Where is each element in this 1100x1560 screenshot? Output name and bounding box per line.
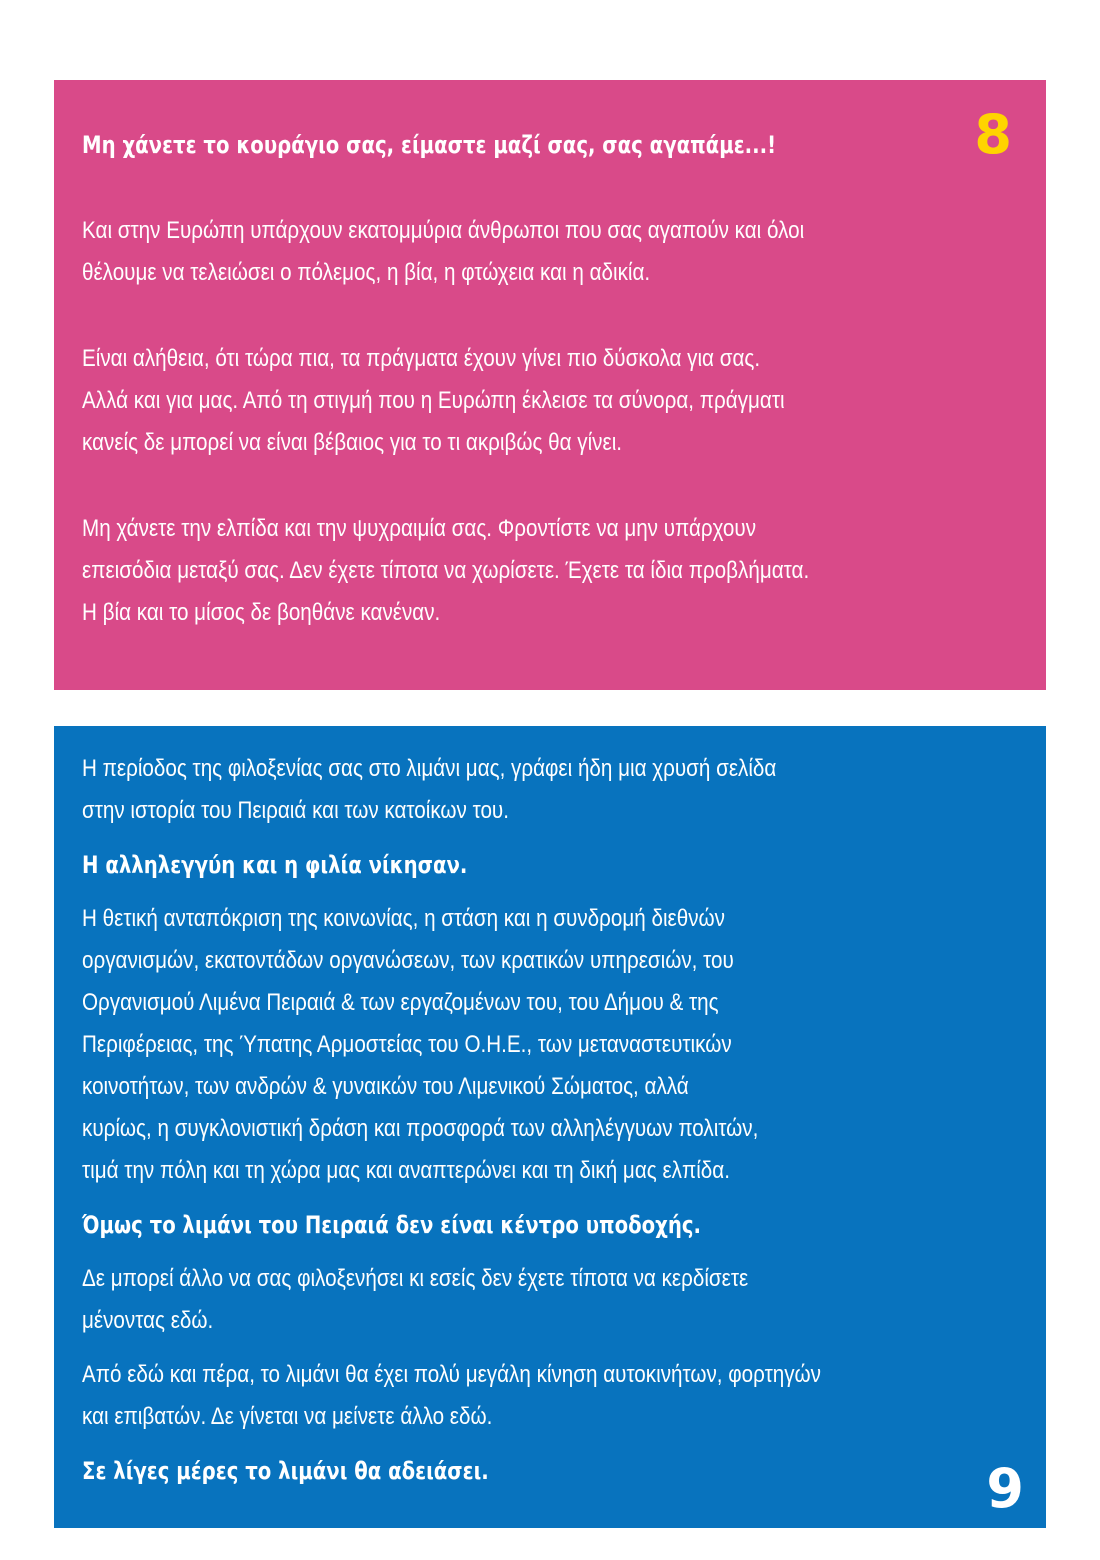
- page-number-9: 9: [986, 1457, 1024, 1520]
- paragraph-line: κανείς δε μπορεί να είναι βέβαιος για το τι ακριβώς θα γίνει.: [82, 429, 623, 456]
- page-9-closing: Σε λίγες μέρες το λιμάνι θα αδειάσει.: [82, 1457, 489, 1485]
- page-9-paragraph-3: [82, 1354, 1045, 1438]
- paragraph-line: Η βία και το μίσος δε βοηθάνε κανέναν.: [82, 599, 441, 626]
- page-9-panel: [54, 726, 1046, 1528]
- page-8-panel: [54, 80, 1046, 690]
- paragraph-line: κυρίως, η συγκλονιστική δράση και προσφορά των αλληλέγγυων πολιτών,: [82, 1115, 759, 1142]
- paragraph-line: Δε μπορεί άλλο να σας φιλοξενήσει κι εσείς δεν έχετε τίποτα να κερδίσετε: [82, 1265, 749, 1292]
- page-number-8: 8: [974, 103, 1012, 166]
- paragraph-line: Από εδώ και πέρα, το λιμάνι θα έχει πολύ μεγάλη κίνηση αυτοκινήτων, φορτηγών: [82, 1361, 821, 1388]
- paragraph-line: Αλλά και για μας. Από τη στιγμή που η Ευρώπη έκλεισε τα σύνορα, πράγματι: [82, 387, 785, 414]
- page-8-paragraph-2: [82, 338, 1045, 464]
- paragraph-line: κοινοτήτων, των ανδρών & γυναικών του Λιμενικού Σώματος, αλλά: [82, 1073, 689, 1100]
- paragraph-line: μένοντας εδώ.: [82, 1307, 214, 1334]
- paragraph-line: και επιβατών. Δε γίνεται να μείνετε άλλο εδώ.: [82, 1403, 493, 1430]
- paragraph-line: Η περίοδος της φιλοξενίας σας στο λιμάνι μας, γράφει ήδη μια χρυσή σελίδα: [82, 755, 777, 782]
- page-9-intro: [82, 748, 1045, 832]
- paragraph-line: Είναι αλήθεια, ότι τώρα πια, τα πράγματα έχουν γίνει πιο δύσκολα για σας.: [82, 345, 761, 372]
- page-9-body: [82, 898, 1045, 1192]
- page-9-headline-port: Όμως το λιμάνι του Πειραιά δεν είναι κέντρο υποδοχής.: [82, 1211, 701, 1239]
- paragraph-line: Μη χάνετε την ελπίδα και την ψυχραιμία σας. Φροντίστε να μην υπάρχουν: [82, 515, 757, 542]
- paragraph-line: στην ιστορία του Πειραιά και των κατοίκων του.: [82, 797, 509, 824]
- page-8-headline: Μη χάνετε το κουράγιο σας, είμαστε μαζί σας, σας αγαπάμε...!: [82, 131, 777, 159]
- paragraph-line: επεισόδια μεταξύ σας. Δεν έχετε τίποτα να χωρίσετε. Έχετε τα ίδια προβλήματα.: [82, 557, 810, 584]
- page-9-headline-solidarity: Η αλληλεγγύη και η φιλία νίκησαν.: [82, 851, 468, 879]
- paragraph-line: τιμά την πόλη και τη χώρα μας και αναπτερώνει και τη δική μας ελπίδα.: [82, 1157, 730, 1184]
- paragraph-line: Οργανισμού Λιμένα Πειραιά & των εργαζομένων του, του Δήμου & της: [82, 989, 719, 1016]
- page-8-paragraph-1: [82, 210, 1045, 294]
- paragraph-line: οργανισμών, εκατοντάδων οργανώσεων, των κρατικών υπηρεσιών, του: [82, 947, 734, 974]
- paragraph-line: Η θετική ανταπόκριση της κοινωνίας, η στάση και η συνδρομή διεθνών: [82, 905, 725, 932]
- paragraph-line: θέλουμε να τελειώσει ο πόλεμος, η βία, η φτώχεια και η αδικία.: [82, 259, 651, 286]
- page-8-paragraph-3: [82, 508, 1045, 634]
- paragraph-line: Περιφέρειας, της Ύπατης Αρμοστείας του Ο.Η.Ε., των μεταναστευτικών: [82, 1031, 732, 1058]
- page-9-paragraph-2: [82, 1258, 1045, 1342]
- paragraph-line: Και στην Ευρώπη υπάρχουν εκατομμύρια άνθρωποι που σας αγαπούν και όλοι: [82, 217, 805, 244]
